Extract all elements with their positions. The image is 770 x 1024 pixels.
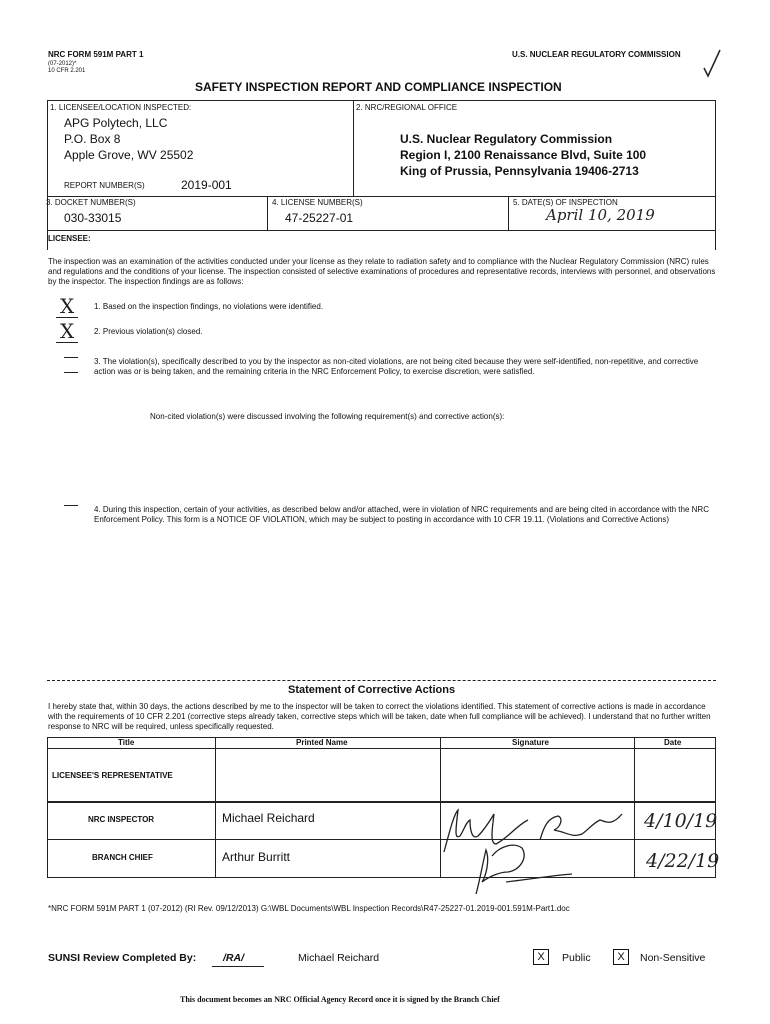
office-line-2: Region I, 2100 Renaissance Blvd, Suite 100 bbox=[400, 148, 647, 162]
col-title-header: Title bbox=[118, 738, 135, 747]
office-line-3: King of Prussia, Pennsylvania 19406-2713 bbox=[400, 164, 639, 178]
table-row-title: NRC INSPECTOR bbox=[88, 815, 155, 824]
licensee-address-1: P.O. Box 8 bbox=[64, 132, 121, 146]
inspection-intro: The inspection was an examination of the activities conducted under your license as they relate to radiation safety and to compliance with the Nuclear Regulatory Commission (NRC) rules and regulations and the conditions of your license. The inspection consisted of selective examinations of procedures and representative records, interviews with personnel, and observations by the inspector. The inspection findings are as follows: bbox=[48, 257, 716, 286]
licensee-name: APG Polytech, LLC bbox=[64, 116, 168, 130]
col-name-header: Printed Name bbox=[296, 738, 348, 747]
non-sensitive-label: Non-Sensitive bbox=[640, 952, 706, 964]
finding-item-4: 4. During this inspection, certain of your activities, as described below and/or attached, were in violation of NRC requirements and are being cited in accordance with the NRC Enforcement Policy. This form is a NOTICE OF VIOLATION, which may be subject to posting in accordance with 10 CFR 19.11. (Violations and Corrective Actions) bbox=[94, 505, 709, 524]
license-label: 4. LICENSE NUMBER(S) bbox=[272, 198, 363, 207]
table-row-date: 4/22/19 bbox=[646, 850, 720, 872]
finding-item-1: 1. Based on the inspection findings, no violations were identified. bbox=[94, 302, 324, 311]
inspection-date-handwritten: April 10, 2019 bbox=[546, 206, 655, 224]
docket-label: 3. DOCKET NUMBER(S) bbox=[46, 198, 136, 207]
official-record-note: This document becomes an NRC Official Agency Record once it is signed by the Branch Chief bbox=[180, 995, 500, 1004]
non-sensitive-checkbox[interactable]: X bbox=[613, 949, 629, 965]
sunsi-ra: /RA/ bbox=[223, 952, 244, 964]
form-date: (07-2012)* bbox=[48, 61, 77, 67]
finding-item-3: 3. The violation(s), specifically described to you by the inspector as non-cited violations, are not being cited because they were self-identified, non-repetitive, and corrective action was or is being taken, and the remaining criteria in the NRC Enforcement Policy, to exercise discretion, were satisfied. bbox=[94, 357, 699, 376]
date-label: 5. DATE(S) OF INSPECTION bbox=[513, 198, 618, 207]
check-mark-icon bbox=[700, 46, 724, 78]
form-cfr: 10 CFR 2.201 bbox=[48, 68, 86, 74]
office-box-label: 2. NRC/REGIONAL OFFICE bbox=[356, 103, 458, 112]
licensee-box-label: 1. LICENSEE/LOCATION INSPECTED: bbox=[50, 103, 192, 112]
table-row-name: Michael Reichard bbox=[222, 811, 315, 825]
corrective-text: I hereby state that, within 30 days, the actions described by me to the inspector will be taken to correct the violations identified. This statement of corrective actions is made in accordance with the requirements of 10 CFR 2.201 (corrective steps already taken, corrective steps which will be taken, date when full compliance will be achieved). I understand that no further written response to NRC will be required, unless specifically requested. bbox=[48, 702, 711, 731]
corrective-title: Statement of Corrective Actions bbox=[288, 684, 456, 696]
sunsi-reviewer-name: Michael Reichard bbox=[298, 952, 380, 964]
table-row-title: LICENSEE'S REPRESENTATIVE bbox=[52, 771, 173, 780]
public-checkbox[interactable]: X bbox=[533, 949, 549, 965]
docket-number: 030-33015 bbox=[64, 211, 122, 225]
agency-name: U.S. NUCLEAR REGULATORY COMMISSION bbox=[512, 50, 681, 59]
table-row-title: BRANCH CHIEF bbox=[92, 853, 153, 862]
document-path: *NRC FORM 591M PART 1 (07-2012) (RI Rev. 09/12/2013) G:\WBL Documents\WBL Inspection Records\R47-25227-01.2019-001.591M-Part1.doc bbox=[48, 904, 570, 913]
report-number: 2019-001 bbox=[181, 178, 232, 192]
public-label: Public bbox=[562, 952, 591, 964]
finding-item-2: 2. Previous violation(s) closed. bbox=[94, 327, 203, 336]
table-row-name: Arthur Burritt bbox=[222, 850, 291, 864]
col-date-header: Date bbox=[664, 738, 682, 747]
item2-check: X bbox=[60, 319, 75, 343]
report-number-label: REPORT NUMBER(S) bbox=[64, 181, 145, 190]
table-row-date: 4/10/19 bbox=[644, 810, 718, 832]
col-signature-header: Signature bbox=[512, 738, 549, 747]
licensee-section-label: LICENSEE: bbox=[48, 234, 91, 243]
branch-chief-signature-icon bbox=[456, 836, 586, 896]
sunsi-label: SUNSI Review Completed By: bbox=[48, 952, 197, 964]
office-line-1: U.S. Nuclear Regulatory Commission bbox=[400, 132, 613, 146]
noncited-text: Non-cited violation(s) were discussed involving the following requirement(s) and corrective action(s): bbox=[150, 412, 505, 421]
item1-check: X bbox=[60, 294, 75, 318]
form-title: SAFETY INSPECTION REPORT AND COMPLIANCE INSPECTION bbox=[195, 80, 562, 94]
form-id: NRC FORM 591M PART 1 bbox=[48, 50, 144, 59]
license-number: 47-25227-01 bbox=[285, 211, 354, 225]
licensee-address-2: Apple Grove, WV 25502 bbox=[64, 148, 194, 162]
